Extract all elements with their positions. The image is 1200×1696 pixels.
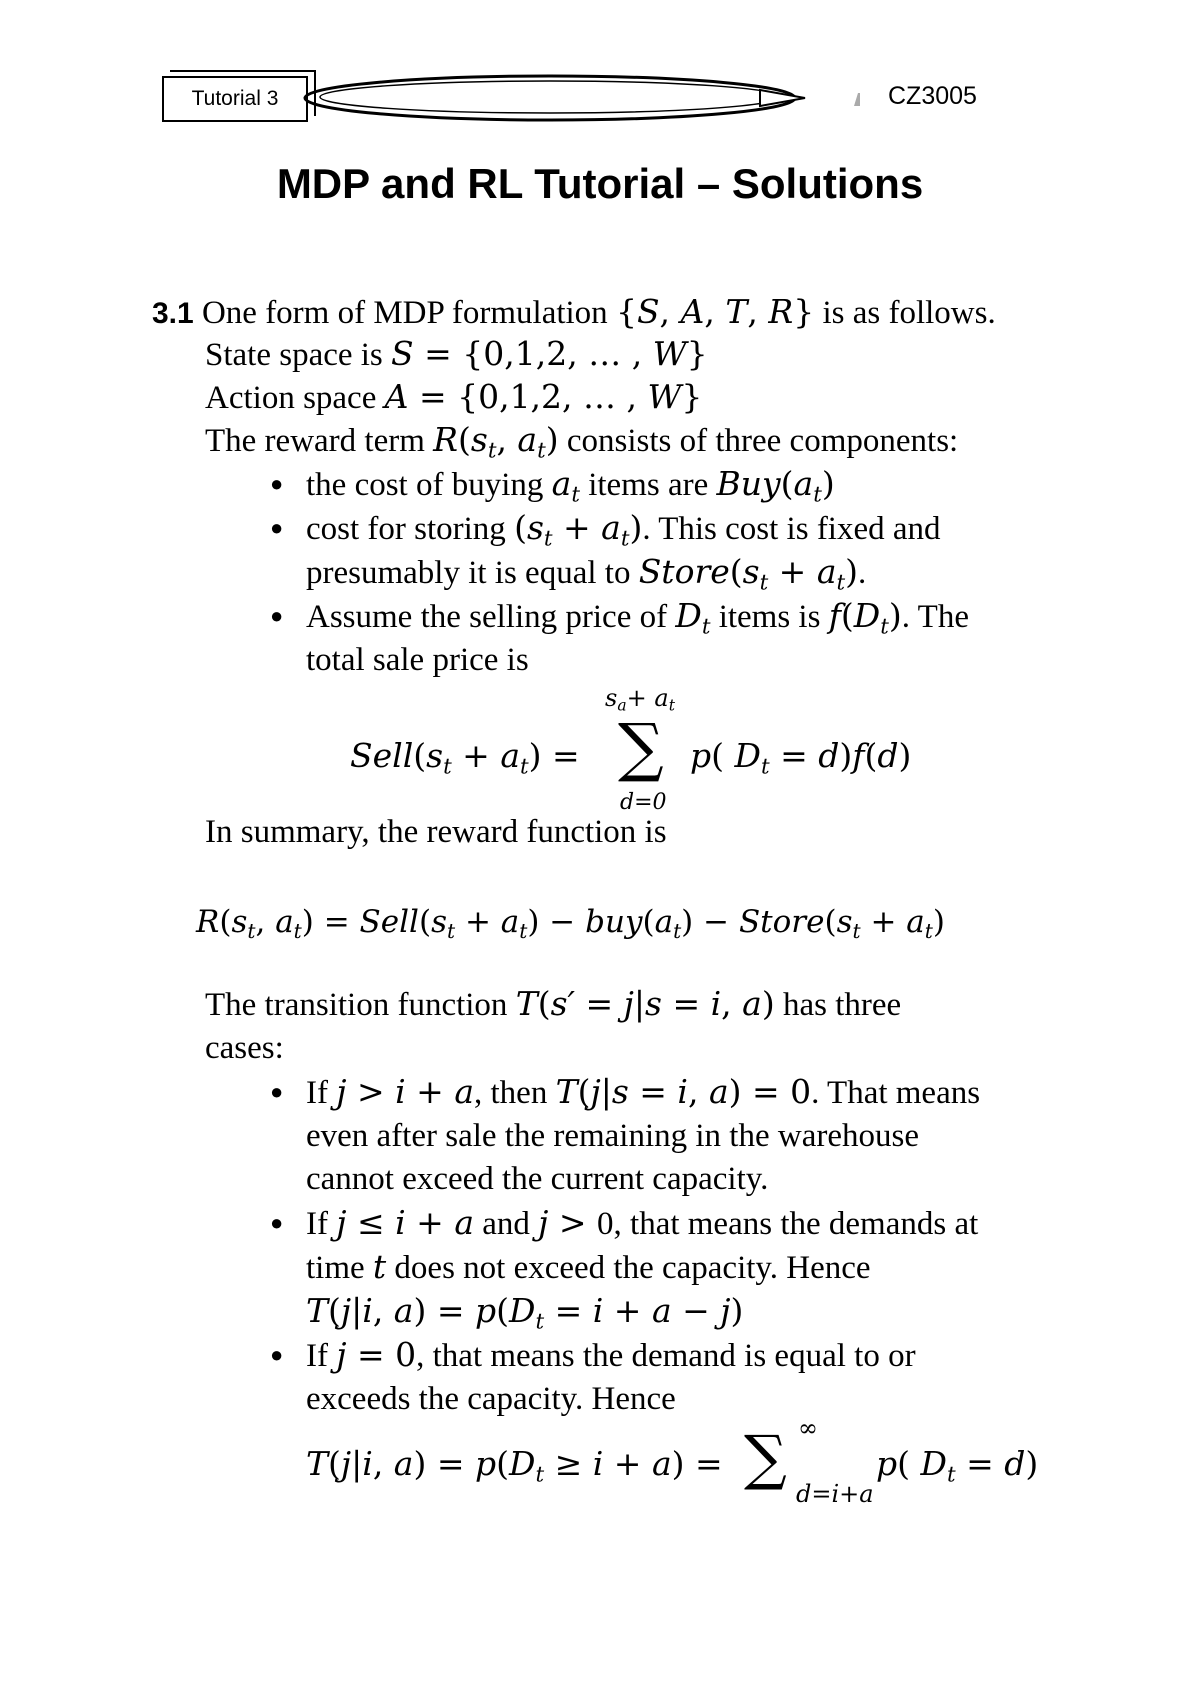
sell-formula-rhs: p( $D_t = d)f(d)$: [690, 736, 912, 780]
transition-bullet-1: ● If j > i + a, then T(j|s = i, a) = 0. That means: [270, 1072, 981, 1111]
final-formula-rhs: p( $D_t = d$): [876, 1444, 1039, 1488]
bullet-icon: ●: [270, 471, 284, 496]
transition-bullet-2-cont1: time t does not exceed the capacity. Hence: [306, 1247, 871, 1286]
transition-bullet-1-cont2: cannot exceed the current capacity.: [306, 1161, 769, 1197]
transition-bullet-3-cont: exceeds the capacity. Hence: [306, 1381, 676, 1417]
page-title: MDP and RL Tutorial – Solutions: [276, 160, 924, 207]
final-sum-upper: ∞: [798, 1414, 818, 1442]
reward-formula: $R(s_t$, $a_t$) = $Sell(s_t + a_t) - buy(a_t)$ − $Store(s_t + a_t)$: [196, 904, 945, 944]
header-ellipse-graphic: [300, 68, 860, 128]
final-formula-lhs: T(j|i, $a) = p(D_t \ge i + a)$ =: [306, 1444, 723, 1488]
reward-bullet-sell: ● Assume the selling price of $D_t$ items is $f(D_t)$. The: [270, 596, 969, 640]
bullet-icon: ●: [270, 603, 284, 628]
sell-formula-lhs: $Sell(s_t + a_t)$ =: [350, 736, 580, 780]
reward-intro-line: The reward term $R(s_t$, $a_t$) consists of three components:: [205, 420, 959, 464]
state-space-line: State space is S = {0,1,2, … , W}: [205, 334, 708, 373]
transition-bullet-2: ● If j ≤ i + a and j > 0, that means the demands at: [270, 1203, 979, 1242]
transition-intro-cont: cases:: [205, 1030, 284, 1066]
sell-sum-upper: $s_a+ a_t$: [605, 684, 675, 715]
sum-symbol: ∑: [744, 1423, 787, 1493]
section-number: 3.1: [152, 297, 194, 330]
section-intro: 3.1 One form of MDP formulation {S, A, T, R} is as follows.: [152, 292, 996, 331]
transition-intro: The transition function T(s′ = j|s = i, a) has three: [205, 984, 902, 1023]
bullet-icon: ●: [270, 515, 284, 540]
bullet-icon: ●: [270, 1210, 284, 1235]
reward-bullet-store-cont: presumably it is equal to $Store(s_t + a_t)$.: [306, 552, 867, 596]
final-sum-lower: d=i+a: [796, 1480, 874, 1508]
sell-sum-lower: d=0: [620, 790, 667, 815]
transition-bullet-2-formula: T(j|i, $a) = p(D_t = i + a - j)$: [306, 1291, 744, 1335]
course-code: CZ3005: [888, 82, 977, 110]
action-space-line: Action space A = {0,1,2, … , W}: [205, 377, 703, 416]
bullet-icon: ●: [270, 1079, 284, 1104]
transition-bullet-3: ● If j = 0, that means the demand is equal to or: [270, 1335, 916, 1374]
reward-bullet-buy: ● the cost of buying $a_t$ items are $Buy(a_t)$: [270, 464, 835, 508]
bullet-icon: ●: [270, 1342, 284, 1367]
transition-bullet-1-cont1: even after sale the remaining in the warehouse: [306, 1118, 919, 1154]
reward-bullet-sell-cont: total sale price is: [306, 642, 529, 678]
summary-text: In summary, the reward function is: [205, 814, 667, 850]
tutorial-tab-label: Tutorial 3: [162, 76, 308, 122]
reward-bullet-store: ● cost for storing $(s_t + a_t)$. This cost is fixed and: [270, 508, 941, 552]
sum-symbol: ∑: [618, 711, 664, 785]
